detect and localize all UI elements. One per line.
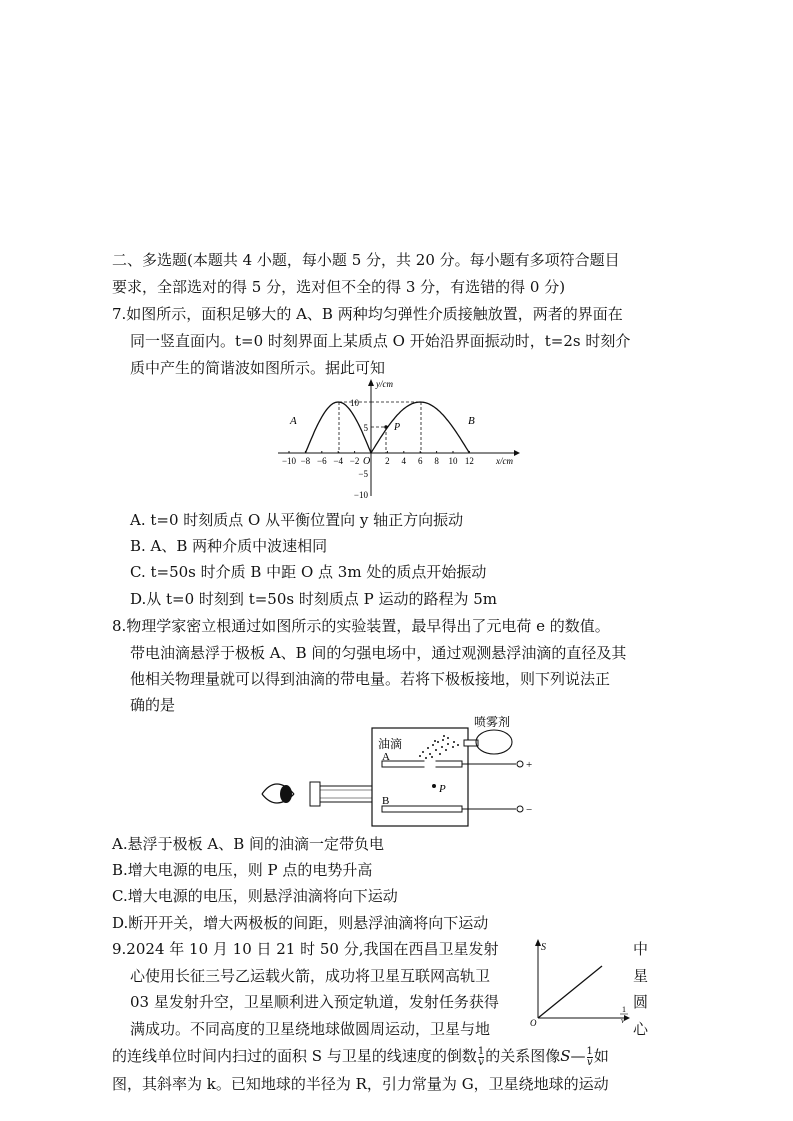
point-p-marker	[384, 425, 388, 429]
q9-s-var: S	[560, 1047, 571, 1065]
q8-option-c: C.增大电源的电压，则悬浮油滴将向下运动	[112, 887, 398, 905]
xtick-label: −10	[281, 456, 297, 466]
sprayer-icon	[464, 730, 512, 754]
microscope-icon	[310, 782, 372, 806]
q8-millikan-figure	[258, 712, 548, 830]
q8-option-d: D.断开开关，增大两极板的间距，则悬浮油滴将向下运动	[112, 914, 489, 932]
xtick-label: 8	[434, 456, 439, 466]
q9-frac-1	[478, 1047, 484, 1068]
ytick-5: 5	[363, 423, 368, 433]
q9-line-2: 心使用长征三号乙运载火箭，成功将卫星互联网高轨卫	[130, 967, 491, 985]
label-plate-a: A	[382, 751, 390, 763]
q7-option-b: B. A、B 两种介质中波速相同	[130, 537, 328, 555]
q9-origin: O	[530, 1018, 537, 1026]
label-plate-b: B	[382, 795, 390, 807]
xtick-label: 6	[417, 456, 423, 466]
q9-dash: —	[570, 1047, 586, 1065]
q7-stem-line-3: 质中产生的简谐波如图所示。据此可知	[130, 359, 386, 377]
terminal-minus	[517, 806, 523, 812]
q9-s-vs-1v-figure	[528, 936, 634, 1026]
ytick-10: 10	[350, 398, 359, 408]
q7-point-p: P	[394, 422, 401, 433]
label-sprayer: 喷雾剂	[474, 715, 511, 729]
s-line	[538, 966, 602, 1018]
q9-xlabel-num: 1	[622, 1005, 626, 1014]
q9-ylabel: S	[541, 942, 546, 953]
q9-line-4: 满成功。不同高度的卫星绕地球做圆周运动，卫星与地	[130, 1020, 491, 1038]
xtick-label: −8	[300, 456, 311, 466]
ytick-neg10: −10	[353, 490, 368, 500]
wave-a-curve	[305, 402, 371, 453]
q9-line-6: 图，其斜率为 k。已知地球的半径为 R，引力常量为 G，卫星绕地球的运动	[112, 1075, 609, 1093]
q8-option-b: B.增大电源的电压，则 P 点的电势升高	[112, 861, 373, 879]
q8-stem-line-3: 他相关物理量就可以得到油滴的带电量。若将下极板接地，则下列说法正	[130, 670, 611, 688]
q7-option-c: C. t=50s 时介质 B 中距 O 点 3m 处的质点开始振动	[130, 563, 487, 581]
xtick-label: −6	[317, 456, 327, 466]
q9-line-1: 9.2024 年 10 月 10 日 21 时 50 分,我国在西昌卫星发射	[112, 940, 499, 958]
eye-icon	[262, 784, 294, 803]
q7-option-d: D.从 t=0 时刻到 t=50s 时刻质点 P 运动的路程为 5m	[130, 590, 498, 608]
spray-dots	[419, 735, 459, 759]
frac-num: 1	[477, 1045, 485, 1057]
q7-stem-line-2: 同一竖直面内。t=0 时刻界面上某质点 O 开始沿界面振动时，t=2s 时刻介	[130, 332, 631, 350]
q7-origin: O	[363, 456, 371, 467]
q9-line-5a: 的连线单位时间内扫过的面积 S 与卫星的线速度的倒数	[112, 1047, 477, 1065]
q9-right-char-2: 星	[633, 967, 649, 985]
q9-right-char-3: 圆	[633, 993, 649, 1011]
label-p: P	[439, 783, 446, 795]
section-header-line-2: 要求，全部选对的得 5 分，选对但不全的得 3 分，有选错的得 0 分)	[112, 278, 566, 296]
q7-wave-figure	[268, 376, 528, 502]
q7-xlabel: x/cm	[496, 456, 513, 466]
xtick-label: 4	[401, 456, 407, 466]
xtick-label: 12	[464, 456, 474, 466]
q9-line-5b: 的关系图像	[485, 1047, 561, 1065]
q9-right-char-4: 心	[633, 1020, 649, 1038]
q8-stem-line-2: 带电油滴悬浮于极板 A、B 间的匀强电场中，通过观测悬浮油滴的直径及其	[130, 644, 627, 662]
q9-line-3: 03 星发射升空，卫星顺利进入预定轨道，发射任务获得	[130, 993, 499, 1011]
q8-stem-line-4: 确的是	[130, 696, 176, 714]
xtick-label: 10	[448, 456, 458, 466]
q8-stem-line-1: 8.物理学家密立根通过如图所示的实验装置，最早得出了元电荷 e 的数值。	[112, 617, 610, 635]
q7-region-b: B	[468, 415, 475, 427]
label-minus: −	[526, 804, 533, 816]
q7-ylabel: y/cm	[376, 379, 393, 389]
plate-b	[382, 806, 462, 812]
section-header-line-1: 二、多选题(本题共 4 小题，每小题 5 分，共 20 分。每小题有多项符合题目	[112, 251, 620, 269]
frac-den: v	[478, 1056, 484, 1068]
q8-option-a: A.悬浮于极板 A、B 间的油滴一定带负电	[112, 835, 384, 853]
label-droplet: 油滴	[378, 737, 403, 751]
q9-frac-2	[587, 1047, 593, 1068]
frac-num-2: 1	[586, 1045, 593, 1057]
q7-stem-line-1: 7.如图所示，面积足够大的 A、B 两种均匀弹性介质接触放置，两者的界面在	[112, 305, 623, 323]
xtick-label: −4	[333, 456, 343, 466]
q9-xlabel-den: v	[621, 1016, 625, 1025]
droplet-p	[432, 784, 436, 788]
terminal-plus	[517, 761, 523, 767]
xtick-label: 2	[385, 456, 390, 466]
q7-option-a: A. t=0 时刻质点 O 从平衡位置向 y 轴正方向振动	[130, 511, 464, 529]
frac-den-2: v	[586, 1056, 593, 1068]
q7-region-a: A	[290, 415, 297, 427]
xtick-label: −2	[349, 456, 360, 466]
ytick-neg5: −5	[358, 469, 368, 479]
q9-line-5	[112, 1046, 609, 1068]
q9-right-char-1: 中	[633, 940, 649, 958]
q9-line-5c: 如	[593, 1047, 609, 1065]
plate-a	[382, 761, 462, 767]
label-plus: +	[526, 759, 533, 771]
